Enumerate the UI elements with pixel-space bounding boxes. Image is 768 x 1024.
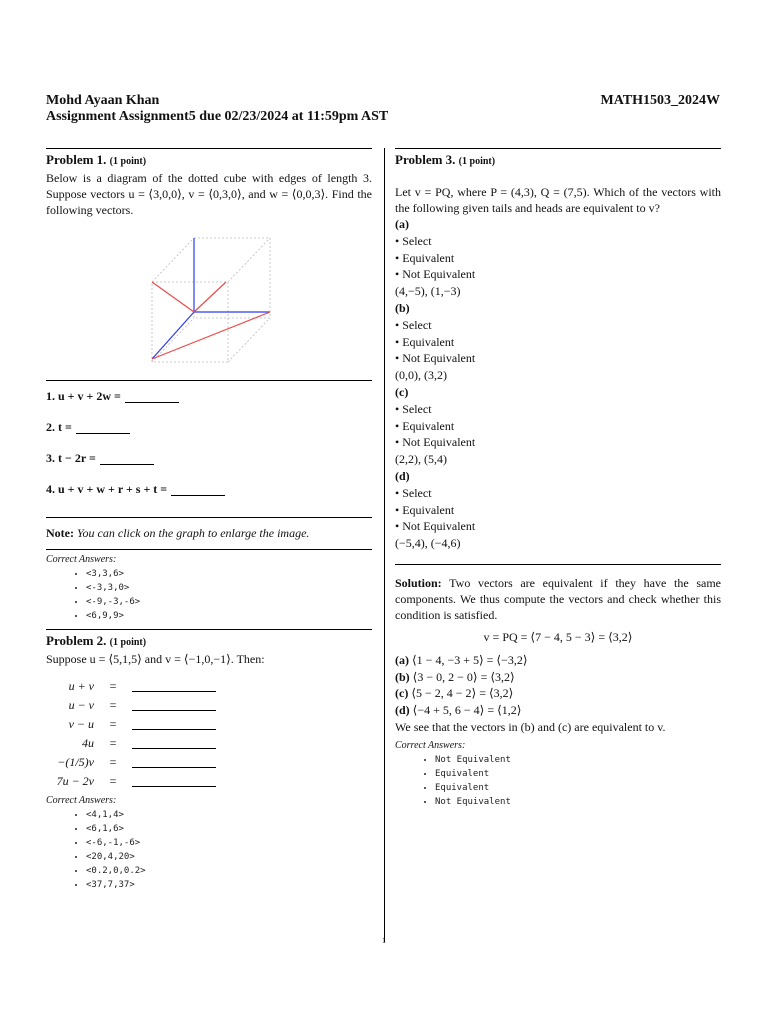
option-equivalent[interactable]: • Equivalent — [395, 334, 455, 349]
answer-blank[interactable] — [132, 700, 216, 711]
computation-d: (d) ⟨−4 + 5, 6 − 4⟩ = ⟨1,2⟩ — [395, 703, 522, 718]
answer-blank[interactable] — [132, 738, 216, 749]
cube-diagram[interactable] — [146, 234, 276, 366]
answer-blank-4[interactable] — [171, 484, 225, 496]
list-item: • <-6,-1,-6> — [86, 836, 372, 850]
answer-blank[interactable] — [132, 719, 216, 730]
rule — [395, 148, 721, 149]
computation-c: (c) ⟨5 − 2, 4 − 2⟩ = ⟨3,2⟩ — [395, 686, 514, 701]
problem-2-text: Suppose u = ⟨5,1,5⟩ and v = ⟨−1,0,−1⟩. Then: — [46, 652, 265, 666]
list-item: • Equivalent — [435, 767, 721, 781]
correct-answers-label: Correct Answers: — [46, 795, 117, 806]
equation-row: 7u − 2v = — [46, 772, 372, 791]
list-item: • Not Equivalent — [435, 795, 721, 809]
problem-1-title: Problem 1. (1 point) — [46, 152, 147, 167]
equation-row: u − v = — [46, 696, 372, 715]
assignment-title: Assignment Assignment5 due 02/23/2024 at 11:59pm AST — [46, 109, 389, 124]
rule — [46, 549, 372, 550]
correct-answers-label: Correct Answers: — [46, 554, 117, 565]
course-code: MATH1503_2024W — [600, 93, 720, 108]
correct-answers-list — [46, 808, 372, 892]
list-item: • <37,7,37> — [86, 878, 372, 892]
question-4: 4. u + v + w + r + s + t = — [46, 474, 372, 505]
correct-answers-list — [46, 567, 372, 623]
correct-answers-list — [395, 753, 721, 809]
option-select[interactable]: • Select — [395, 233, 432, 248]
option-not-equivalent[interactable]: • Not Equivalent — [395, 267, 476, 282]
equation-row: 4u = — [46, 734, 372, 753]
problem-3-text: Let v = PQ, where P = (4,3), Q = (7,5). Which of the vectors with the following given tails and heads are equivalent to v? — [395, 185, 721, 215]
problem-2-equations — [46, 677, 372, 791]
list-item: • Equivalent — [435, 781, 721, 795]
computation-a: (a) ⟨1 − 4, −3 + 5⟩ = ⟨−3,2⟩ — [395, 652, 528, 667]
option-not-equivalent[interactable]: • Not Equivalent — [395, 519, 476, 534]
question-1: 1. u + v + 2w = — [46, 381, 372, 412]
rule — [395, 564, 721, 565]
part-c: (c) • Select • Equivalent • Not Equivalent (2,2), (5,4) — [395, 384, 721, 468]
computation-b: (b) ⟨3 − 0, 2 − 0⟩ = ⟨3,2⟩ — [395, 669, 515, 684]
list-item: • Not Equivalent — [435, 753, 721, 767]
vector-pair: (2,2), (5,4) — [395, 452, 447, 467]
equation-row: −(1/5)v = — [46, 753, 372, 772]
part-b: (b) • Select • Equivalent • Not Equivalent (0,0), (3,2) — [395, 300, 721, 384]
computations — [395, 652, 721, 719]
note: Note: You can click on the graph to enlarge the image. — [46, 526, 310, 540]
option-select[interactable]: • Select — [395, 401, 432, 416]
vector-pair: (0,0), (3,2) — [395, 368, 447, 383]
part-a: (a) • Select • Equivalent • Not Equivalent (4,−5), (1,−3) — [395, 216, 721, 300]
option-equivalent[interactable]: • Equivalent — [395, 502, 455, 517]
rule — [46, 517, 372, 518]
conclusion: We see that the vectors in (b) and (c) are equivalent to v. — [395, 719, 666, 734]
option-select[interactable]: • Select — [395, 485, 432, 500]
answer-blank[interactable] — [132, 681, 216, 692]
vector-pair: (4,−5), (1,−3) — [395, 284, 461, 299]
cube-figure — [146, 234, 276, 366]
part-d: (d) • Select • Equivalent • Not Equivalent (−5,4), (−4,6) — [395, 468, 721, 552]
answer-blank[interactable] — [132, 776, 216, 787]
option-not-equivalent[interactable]: • Not Equivalent — [395, 435, 476, 450]
rule — [46, 629, 372, 630]
left-column — [46, 148, 372, 898]
vector-pair: (−5,4), (−4,6) — [395, 536, 461, 551]
list-item: • <6,9,9> — [86, 609, 372, 623]
equation-row: v − u = — [46, 715, 372, 734]
column-divider — [384, 148, 385, 942]
list-item: • <-9,-3,-6> — [86, 595, 372, 609]
answer-blank[interactable] — [132, 757, 216, 768]
question-3: 3. t − 2r = — [46, 443, 372, 474]
answer-blank-2[interactable] — [76, 422, 130, 434]
solution: Solution: Two vectors are equivalent if they have the same components. We thus compute the vectors and check whether this condition is satisfied. — [395, 575, 721, 622]
option-equivalent[interactable]: • Equivalent — [395, 418, 455, 433]
solution-equation: v = PQ = ⟨7 − 4, 5 − 3⟩ = ⟨3,2⟩ — [483, 629, 633, 644]
option-equivalent[interactable]: • Equivalent — [395, 250, 455, 265]
problem-2-title: Problem 2. (1 point) — [46, 633, 147, 648]
list-item: • <20,4,20> — [86, 850, 372, 864]
problem-1-text: Below is a diagram of the dotted cube with edges of length 3. Suppose vectors u = ⟨3,0,0⟩, v = ⟨0,3,0⟩, and w = ⟨0,0,3⟩. Find the following vectors. — [46, 171, 372, 217]
list-item: • <-3,3,0> — [86, 581, 372, 595]
student-name: Mohd Ayaan Khan — [46, 93, 160, 108]
answer-blank-3[interactable] — [100, 453, 154, 465]
option-select[interactable]: • Select — [395, 317, 432, 332]
list-item: • <4,1,4> — [86, 808, 372, 822]
page-number: 1 — [382, 936, 386, 945]
right-column — [395, 148, 721, 815]
question-2: 2. t = — [46, 412, 372, 443]
list-item: • <6,1,6> — [86, 822, 372, 836]
answer-blank-1[interactable] — [125, 391, 179, 403]
option-not-equivalent[interactable]: • Not Equivalent — [395, 351, 476, 366]
list-item: • <0.2,0,0.2> — [86, 864, 372, 878]
correct-answers-label: Correct Answers: — [395, 739, 466, 751]
header-left — [46, 93, 388, 125]
problem-3-title: Problem 3. (1 point) — [395, 152, 496, 167]
rule — [46, 148, 372, 149]
equation-row: u + v = — [46, 677, 372, 696]
list-item: • <3,3,6> — [86, 567, 372, 581]
